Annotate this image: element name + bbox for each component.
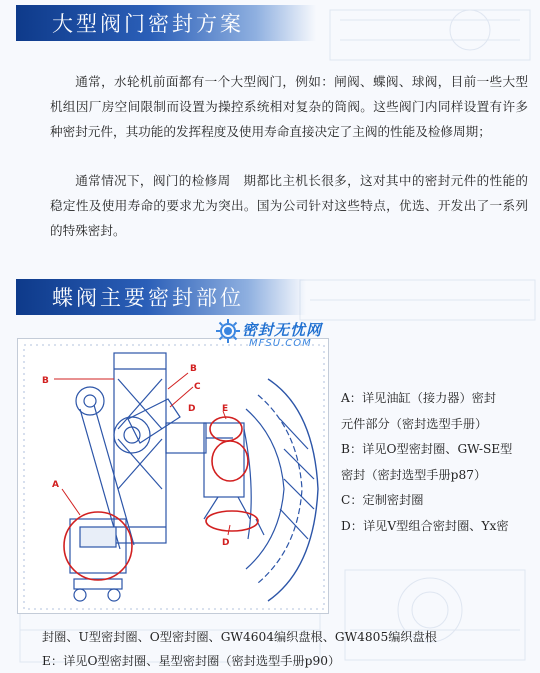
label-b-right: B [190,364,197,374]
section-title: 大型阀门密封方案 [52,12,244,36]
site-watermark-logo [215,316,355,356]
legend-line-e: E：详见O型密封圈、星型密封圈（密封选型手册p90） [42,654,341,668]
logo-name: 密封无忧网 [242,321,323,339]
paragraph-1: 通常，水轮机前面都有一个大型阀门，例如：闸阀、蝶阀、球阀，目前一些大型机组因厂房空间限制而设置为操控系统相对复杂的筒阀。这些阀门内同样设置有许多种密封元件，其功能的发挥程度及使用寿命直接决定了主阀的性能及检修周期； [50,74,528,139]
valve-cross-section-svg [18,339,330,615]
section-banner-butterfly-valve [16,279,306,315]
label-c: C [194,382,201,392]
seal-legend [341,386,531,539]
label-d-bottom: D [222,538,230,548]
legend-line: C：定制密封圈 [341,493,424,507]
gear-icon [215,318,241,344]
label-e: E [222,404,229,414]
paragraph-2: 通常情况下，阀门的检修周 期都比主机长很多，这对其中的密封元件的性能的稳定性及使用寿命的要求尤为突出。国为公司针对这些特点，优选、开发出了一系列的特殊密封。 [50,173,528,238]
legend-line-continued: 封圈、U型密封圈、O型密封圈、GW4604编织盘根、GW4805编织盘根 [42,630,437,644]
legend-line: 密封（密封选型手册p87） [341,467,487,482]
butterfly-valve-drawing [17,338,329,614]
legend-line: B：详见O型密封圈、GW-SE型 [341,442,513,456]
legend-line: 元件部分（密封选型手册） [341,416,488,431]
label-b-left: B [42,376,49,386]
legend-line: D：详见V型组合密封圈、Yx密 [341,518,509,533]
section-banner-large-valve [16,5,316,41]
logo-domain: MFSU.COM [249,338,312,349]
legend-line: A：详见油缸（接力器）密封 [341,391,497,405]
label-d-top: D [188,404,196,414]
label-a: A [52,480,59,490]
section-title: 蝶阀主要密封部位 [52,286,244,310]
